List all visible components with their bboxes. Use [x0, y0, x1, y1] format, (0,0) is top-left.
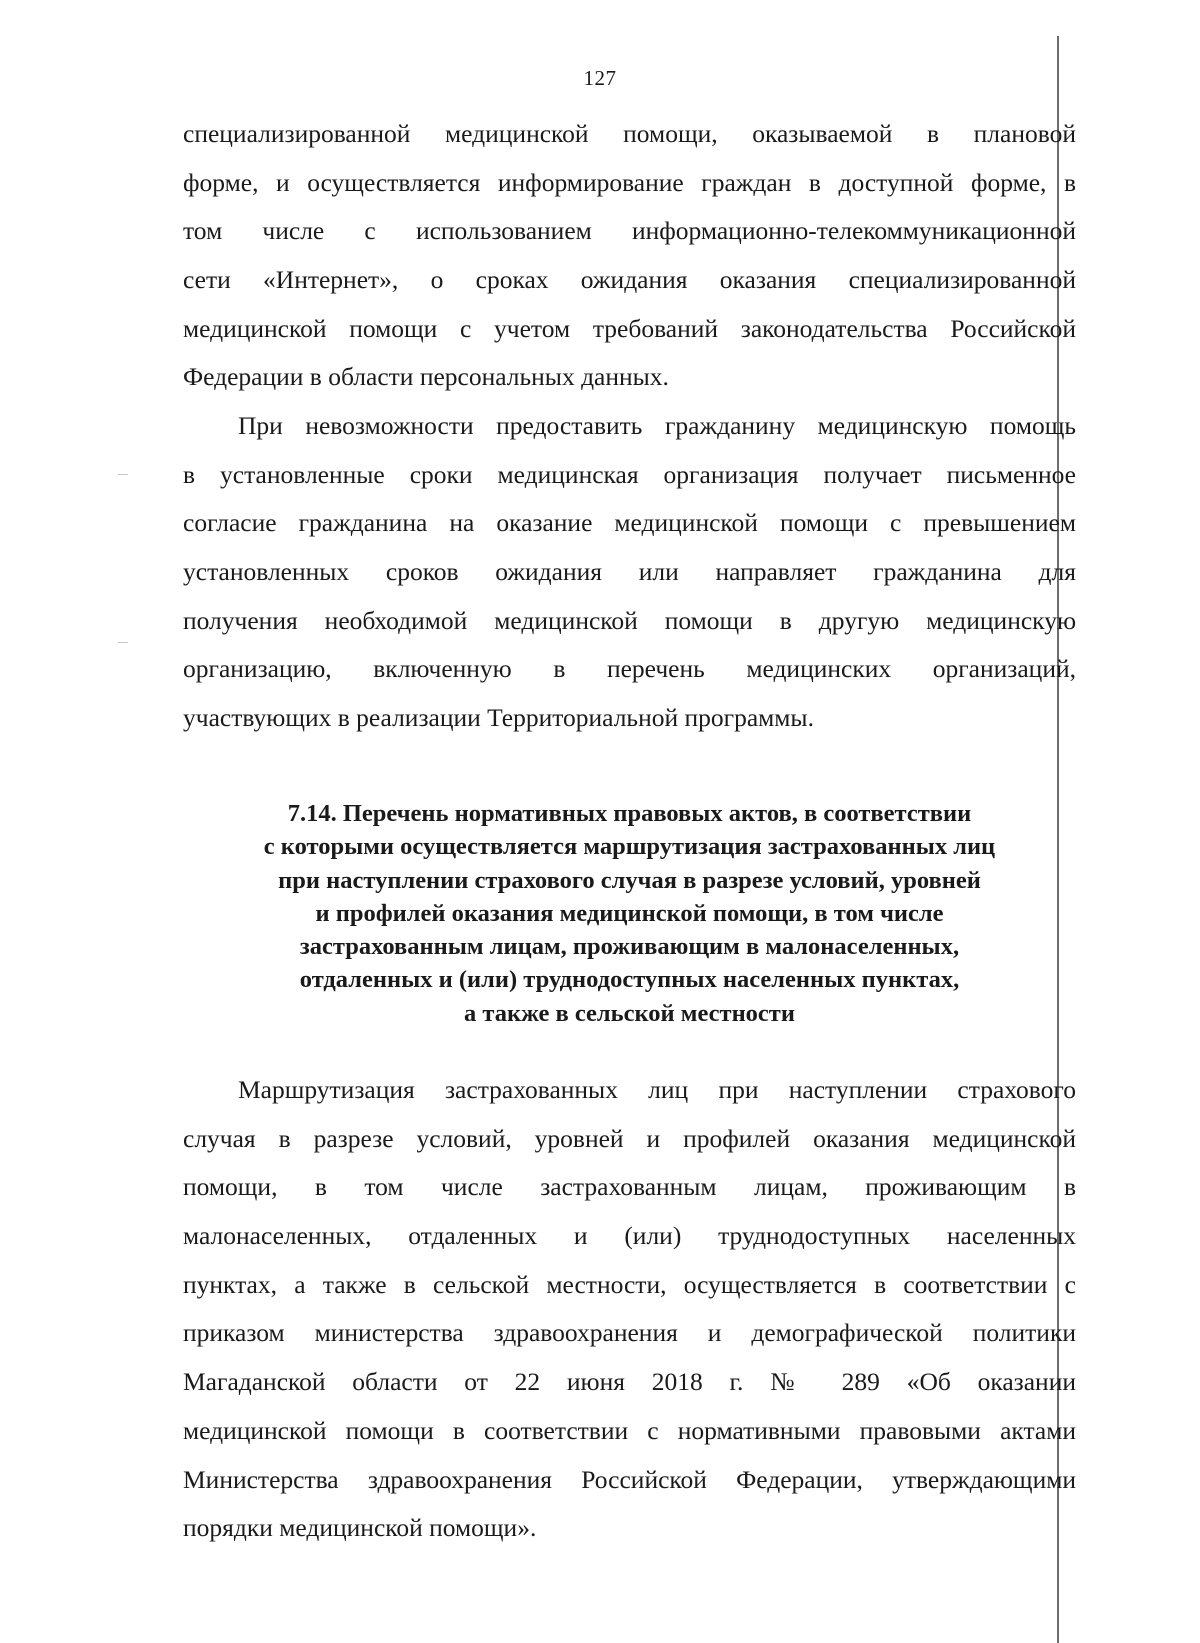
- text-line: получения необходимой медицинской помощи в другую медицинскую: [183, 605, 1076, 635]
- heading-line: 7.14. Перечень нормативных правовых актов, в соответствии: [287, 800, 972, 827]
- heading-line: застрахованным лицам, проживающим в малонаселенных,: [299, 933, 960, 961]
- text-line: При невозможности предоставить гражданину медицинскую помощь: [238, 411, 1076, 440]
- text-line: пунктах, а также в сельской местности, осуществляется в соответствии с: [183, 1269, 1076, 1299]
- text-line: организацию, включенную в перечень медицинских организаций,: [183, 654, 1076, 684]
- text-line: том числе с использованием информационно-телекоммуникационной: [183, 216, 1076, 246]
- text-line: в установленные сроки медицинская организация получает письменное: [183, 459, 1076, 489]
- heading-line: и профилей оказания медицинской помощи, в том числе: [315, 899, 944, 927]
- text-line: приказом министерства здравоохранения и демографической политики: [183, 1318, 1076, 1348]
- text-line: участвующих в реализации Территориальной программы.: [183, 703, 814, 733]
- text-line: форме, и осуществляется информирование граждан в доступной форме, в: [183, 167, 1076, 197]
- text-line: медицинской помощи в соответствии с нормативными правовыми актами: [183, 1415, 1076, 1445]
- text-line: сети «Интернет», о сроках ожидания оказания специализированной: [183, 265, 1076, 295]
- text-line: согласие гражданина на оказание медицинской помощи с превышением: [183, 508, 1076, 538]
- heading-line: при наступлении страхового случая в разрезе условий, уровней: [278, 866, 981, 894]
- text-line: Федерации в области персональных данных.: [183, 362, 669, 392]
- scan-mark: [118, 642, 128, 643]
- page-number: 127: [583, 66, 617, 90]
- section-heading: [183, 797, 1076, 1030]
- heading-line: отдаленных и (или) труднодоступных населенных пунктах,: [299, 966, 960, 994]
- scan-mark: [118, 474, 128, 475]
- text-line: малонаселенных, отдаленных и (или) труднодоступных населенных: [183, 1221, 1076, 1251]
- text-line: медицинской помощи с учетом требований законодательства Российской: [183, 313, 1076, 343]
- heading-line: с которыми осуществляется маршрутизация застрахованных лиц: [263, 833, 996, 861]
- text-line: порядки медицинской помощи».: [183, 1513, 537, 1543]
- paragraph-routing: [183, 1066, 1076, 1553]
- text-line: помощи, в том числе застрахованным лицам, проживающим в: [183, 1172, 1076, 1202]
- text-line: специализированной медицинской помощи, оказываемой в плановой: [183, 119, 1076, 148]
- paragraph-continuation: [183, 110, 1076, 402]
- text-line: случая в разрезе условий, уровней и профилей оказания медицинской: [183, 1123, 1076, 1153]
- heading-line: а также в сельской местности: [464, 999, 795, 1027]
- text-line: установленных сроков ожидания или направляет гражданина для: [183, 557, 1076, 587]
- text-line: Маршрутизация застрахованных лиц при наступлении страхового: [238, 1075, 1076, 1104]
- paragraph-deadline: [183, 402, 1076, 743]
- text-line: Министерства здравоохранения Российской Федерации, утверждающими: [183, 1464, 1076, 1494]
- text-line: Магаданской области от 22 июня 2018 г. № 289 «Об оказании: [183, 1367, 1076, 1397]
